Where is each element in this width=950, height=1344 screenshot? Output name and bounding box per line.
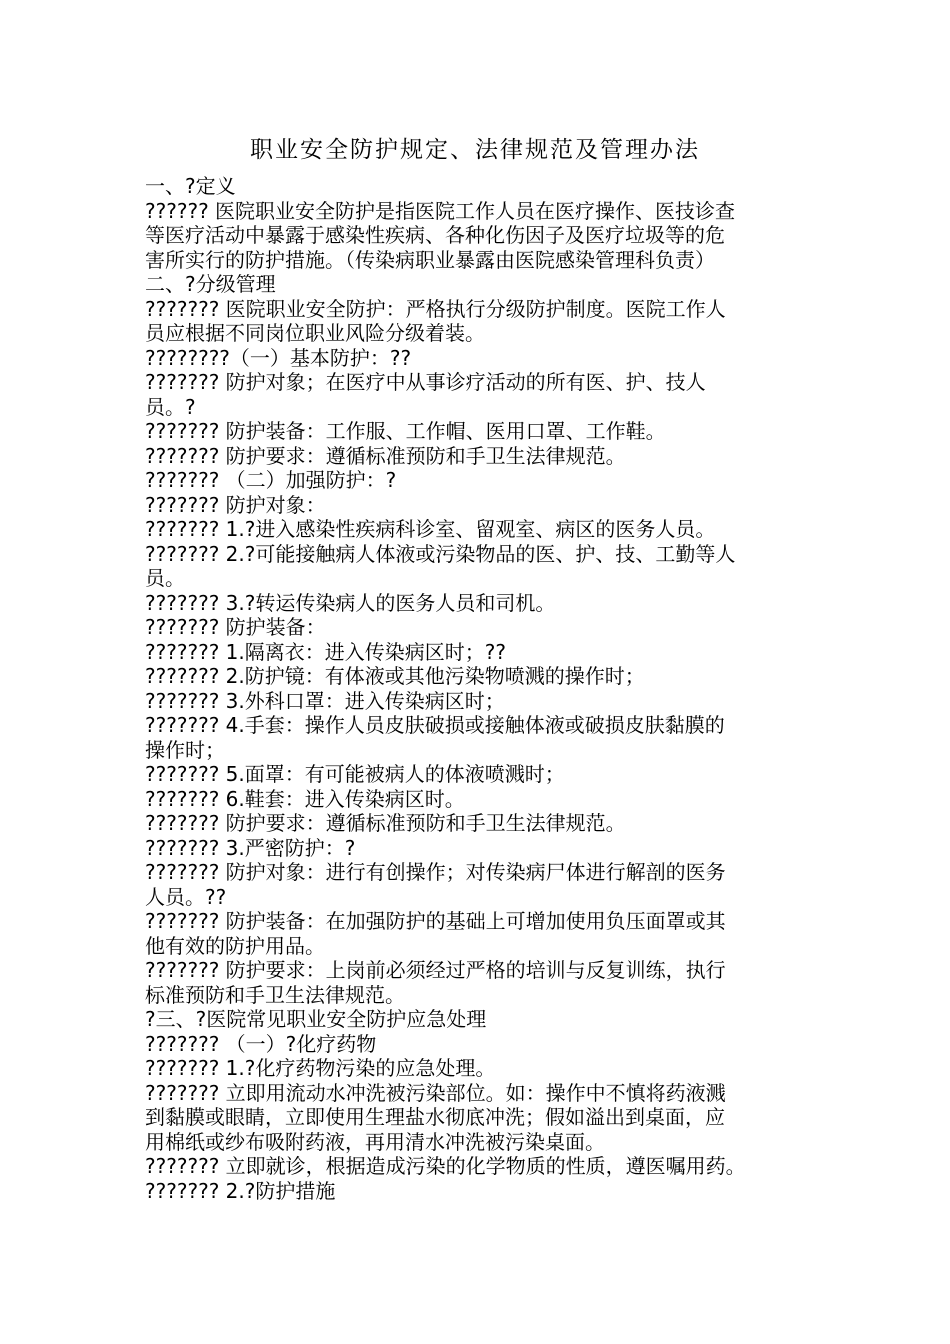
text-line: ??????? 立即就诊，根据造成污染的化学物质的性质，遵医嘱用药。: [145, 1154, 746, 1178]
text-line: 一、?定义: [145, 174, 236, 198]
text-line: 员。?: [145, 394, 196, 419]
text-line: ??????? 1.?化疗药物污染的应急处理。: [145, 1056, 496, 1080]
text-line: ??????? 5.面罩：有可能被病人的体液喷溅时；: [145, 762, 565, 786]
text-line: ??????? （一）?化疗药物: [145, 1031, 377, 1056]
text-line: ??????? 防护装备：在加强防护的基础上可增加使用负压面罩或其: [145, 909, 726, 933]
text-line: 员。: [145, 566, 185, 590]
text-line: ??????? 防护装备：工作服、工作帽、医用口罩、工作鞋。: [145, 419, 666, 443]
text-line: ??????? 3.外科口罩：进入传染病区时；: [145, 688, 505, 713]
text-line: ??????? 立即用流动水冲洗被污染部位。如：操作中不慎将药液溅: [145, 1080, 726, 1105]
text-line: ??????? 防护对象；在医疗中从事诊疗活动的所有医、护、技人: [145, 370, 706, 394]
text-line: 等医疗活动中暴露于感染性疾病、各种化伤因子及医疗垃圾等的危: [145, 223, 725, 247]
text-line: 害所实行的防护措施。（传染病职业暴露由医院感染管理科负责）: [145, 247, 715, 272]
text-line: 用棉纸或纱布吸附药液，再用清水冲洗被污染桌面。: [145, 1129, 605, 1154]
text-line: ??????? 2.?可能接触病人体液或污染物品的医、护、技、工勤等人: [145, 541, 736, 566]
text-line: ?????? 医院职业安全防护是指医院工作人员在医疗操作、医技诊查: [145, 198, 736, 223]
text-line: 标准预防和手卫生法律规范。: [145, 982, 405, 1007]
text-line: ??????? 4.手套：操作人员皮肤破损或接触体液或破损皮肤黏膜的: [145, 713, 725, 737]
text-line: ??????? （二）加强防护：?: [145, 468, 397, 492]
text-line: ??????? 医院职业安全防护：严格执行分级防护制度。医院工作人: [145, 296, 726, 321]
text-line: ??????? 1.隔离衣：进入传染病区时；??: [145, 639, 506, 664]
text-line: ??????? 2.?防护措施: [145, 1178, 336, 1203]
text-line: ??????? 防护要求：上岗前必须经过严格的培训与反复训练，执行: [145, 958, 726, 982]
text-line: 他有效的防护用品。: [145, 933, 325, 958]
text-line: ??????? 防护要求：遵循标准预防和手卫生法律规范。: [145, 443, 626, 468]
text-line: 到黏膜或眼睛，立即使用生理盐水彻底冲洗；假如溢出到桌面，应: [145, 1105, 725, 1129]
text-line: ??????? 1.?进入感染性疾病科诊室、留观室、病区的医务人员。: [145, 517, 716, 541]
document-title: 职业安全防护规定、法律规范及管理办法: [250, 137, 700, 163]
document-body: [145, 174, 805, 1203]
text-line: 操作时；: [145, 737, 225, 762]
text-line: ??????? 防护对象：: [145, 492, 326, 517]
text-line: ??????? 6.鞋套：进入传染病区时。: [145, 786, 465, 811]
text-line: ??????? 防护装备：: [145, 615, 326, 639]
text-line: 二、?分级管理: [145, 272, 276, 296]
text-line: 员应根据不同岗位职业风险分级着装。: [145, 321, 485, 345]
text-line: ??????? 3.严密防护：?: [145, 835, 356, 860]
text-line: ?三、?医院常见职业安全防护应急处理: [145, 1007, 487, 1031]
text-line: 人员。??: [145, 884, 227, 909]
text-line: ??????? 防护要求：遵循标准预防和手卫生法律规范。: [145, 811, 626, 835]
text-line: ??????? 2.防护镜：有体液或其他污染物喷溅的操作时；: [145, 664, 645, 688]
text-line: ??????? 防护对象：进行有创操作；对传染病尸体进行解剖的医务: [145, 860, 726, 884]
text-line: ??????? 3.?转运传染病人的医务人员和司机。: [145, 590, 556, 615]
text-line: ????????（一）基本防护：??: [145, 345, 412, 370]
